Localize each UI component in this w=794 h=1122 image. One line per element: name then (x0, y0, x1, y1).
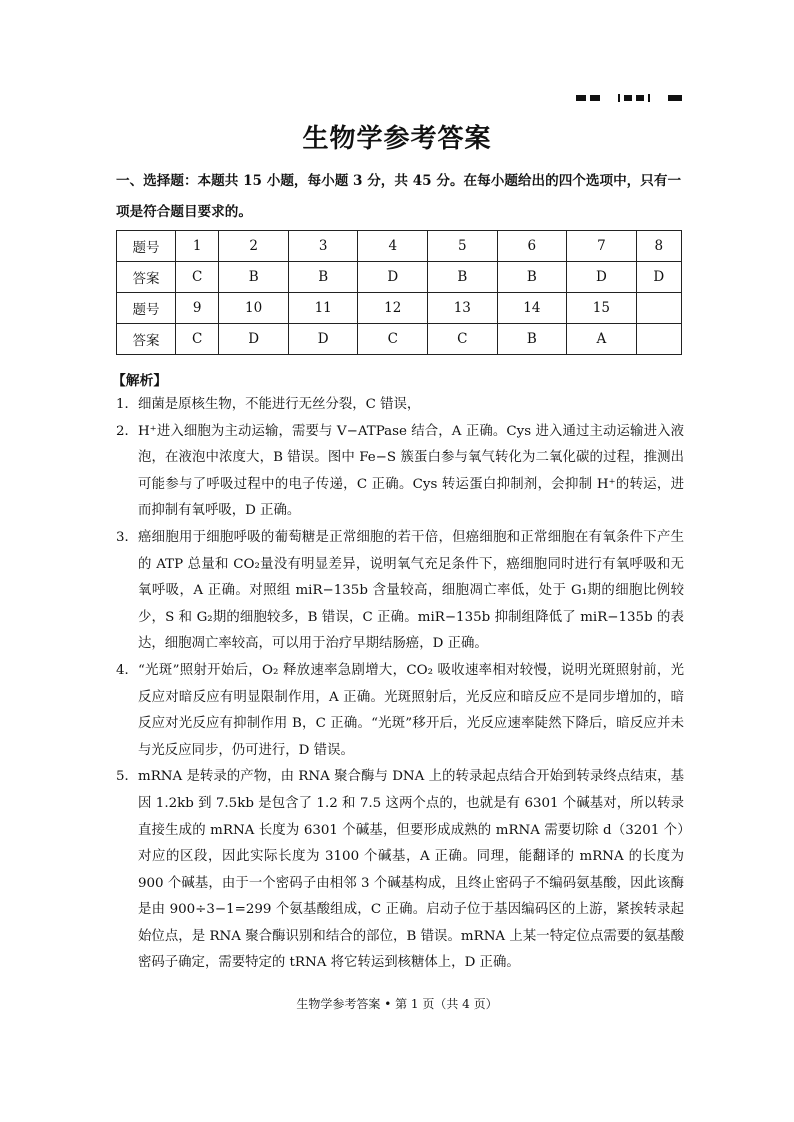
table-cell: 13 (428, 293, 498, 324)
item-number: 1． (116, 397, 138, 412)
table-cell: 答案 (117, 262, 176, 293)
analysis-heading: 【解析】 (112, 373, 168, 389)
analysis-item (116, 658, 684, 764)
item-number: 3． (116, 529, 138, 545)
table-cell: C (176, 262, 219, 293)
table-cell: 题号 (117, 293, 176, 324)
header-mark (648, 94, 650, 102)
table-cell: 14 (497, 293, 567, 324)
table-cell: A (567, 324, 637, 355)
header-marks (572, 94, 682, 102)
table-cell: 5 (428, 231, 498, 262)
table-row (117, 231, 682, 262)
table-cell: D (358, 262, 428, 293)
table-cell: C (176, 324, 219, 355)
table-cell: C (428, 324, 498, 355)
item-text: mRNA 是转录的产物，由 RNA 聚合酶与 DNA 上的转录起点结合开始到转录终点结束，基因 1.2kb 到 7.5kb 是包含了 1.2 和 7.5 这两个点的，也就是有 6301 个碱基对，所以转录直接生成的 mRNA 长度为 6301 个碱基，但要形成成熟的 mRNA 需要切除 d（3201 个）对应的区段，因此实际长度为 3100 个碱基，A 正确。同理，能翻译的 mRNA 的长度为 900 个碱基，由于一个密码子由相邻 3 个碱基构成，且终止密码子不编码氨基酸，因此该酶是由 900÷3−1=299 个氨基酸组成，C 正确。启动子位于基因编码区的上游，紧挨转录起始位点，是 RNA 聚合酶识别和结合的部位，B 错误。mRNA 上某一特定位点需要的氨基酸密码子确定，需要特定的 tRNA 将它转运到核糖体上，D 正确。 (138, 769, 684, 971)
table-cell: 12 (358, 293, 428, 324)
table-cell: B (219, 262, 289, 293)
section-heading: 一、选择题：本题共 15 小题，每小题 3 分，共 45 分。在每小题给出的四个选项中，只有一项是符合题目要求的。 (116, 173, 682, 220)
table-cell: 3 (288, 231, 358, 262)
table-cell: 6 (497, 231, 567, 262)
table-cell: C (358, 324, 428, 355)
header-mark (618, 94, 620, 102)
table-cell: B (497, 262, 567, 293)
item-number: 4． (116, 662, 138, 678)
table-cell: D (567, 262, 637, 293)
analysis-item (116, 392, 684, 419)
table-cell: 8 (636, 231, 681, 262)
table-cell: 9 (176, 293, 219, 324)
analysis-item (116, 764, 684, 977)
item-number: 2． (116, 423, 138, 439)
analysis-item (116, 525, 684, 658)
table-cell: D (288, 324, 358, 355)
header-mark (668, 95, 682, 101)
table-cell: 10 (219, 293, 289, 324)
table-cell: 4 (358, 231, 428, 262)
item-number: 5． (116, 769, 138, 785)
table-cell: B (428, 262, 498, 293)
table-cell: 1 (176, 231, 219, 262)
table-cell: 题号 (117, 231, 176, 262)
item-text: 细菌是原核生物，不能进行无丝分裂，C 错误， (138, 397, 421, 412)
analysis-body (116, 392, 684, 977)
table-cell (636, 324, 681, 355)
table-row (117, 262, 682, 293)
table-cell: 答案 (117, 324, 176, 355)
page-title: 生物学参考答案 (302, 124, 492, 154)
table-cell: D (636, 262, 681, 293)
table-row (117, 293, 682, 324)
table-cell: 11 (288, 293, 358, 324)
table-cell: B (288, 262, 358, 293)
item-text: 癌细胞用于细胞呼吸的葡萄糖是正常细胞的若干倍，但癌细胞和正常细胞在有氧条件下产生的 ATP 总量和 CO₂量没有明显差异，说明氧气充足条件下，癌细胞同时进行有氧呼吸和无氧呼吸，A 正确。对照组 miR−135b 含量较高，细胞凋亡率低，处于 G₁期的细胞比例较少，S 和 G₂期的细胞较多，B 错误，C 正确。miR−135b 抑制组降低了 miR−135b 的表达，细胞凋亡率较高，可以用于治疗早期结肠癌，D 正确。 (138, 529, 684, 652)
page-footer: 生物学参考答案 • 第 1 页（共 4 页） (296, 997, 498, 1011)
table-row (117, 324, 682, 355)
table-cell: D (219, 324, 289, 355)
header-mark (636, 95, 644, 101)
table-cell: 2 (219, 231, 289, 262)
answer-table (116, 230, 682, 355)
item-text: “光斑”照射开始后，O₂ 释放速率急剧增大，CO₂ 吸收速率相对较慢，说明光斑照射前，光反应对暗反应有明显限制作用，A 正确。光斑照射后，光反应和暗反应不是同步增加的，暗反应对光反应有抑制作用 B，C 正确。“光斑”移开后，光反应速率陡然下降后，暗反应并未与光反应同步，仍可进行，D 错误。 (138, 662, 684, 758)
table-cell: 7 (567, 231, 637, 262)
header-mark (576, 95, 586, 101)
item-text: H⁺进入细胞为主动运输，需要与 V−ATPase 结合，A 正确。Cys 进入通过主动运输进入液泡，在液泡中浓度大，B 错误。图中 Fe−S 簇蛋白参与氧气转化为二氧化碳的过程，推测出可能参与了呼吸过程中的电子传递，C 正确。Cys 转运蛋白抑制剂，会抑制 H⁺的转运，进而抑制有氧呼吸，D 正确。 (138, 423, 684, 519)
analysis-item (116, 419, 684, 525)
table-cell: B (497, 324, 567, 355)
table-cell: 15 (567, 293, 637, 324)
table-cell (636, 293, 681, 324)
header-mark (624, 95, 632, 101)
header-mark (590, 95, 600, 101)
